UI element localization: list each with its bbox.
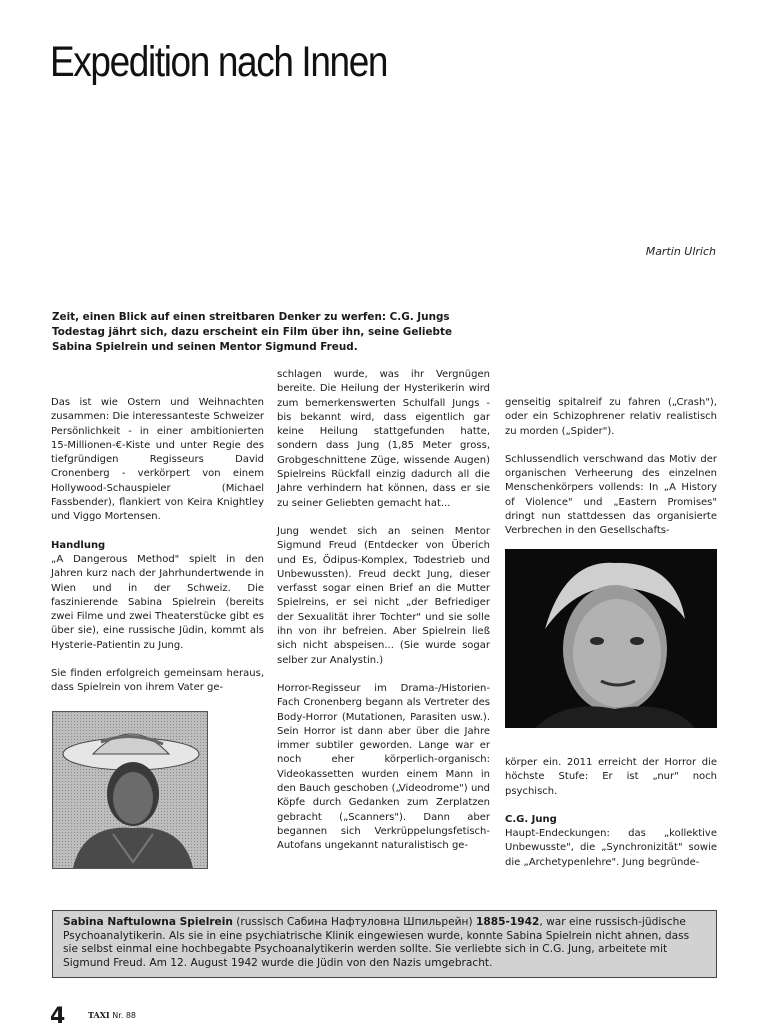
issue-number: Nr. 88	[112, 1011, 137, 1020]
portrait-illustration	[505, 549, 717, 728]
magazine-footer	[88, 1010, 136, 1020]
infobox-name: Sabina Naftulowna Spielrein	[63, 916, 233, 928]
david-cronenberg-photo	[505, 549, 717, 728]
magazine-name: TAXI	[88, 1010, 110, 1020]
column-1	[51, 396, 264, 710]
column-2	[277, 368, 490, 868]
sabina-spielrein-infobox	[52, 910, 717, 978]
paragraph: körper ein. 2011 erreicht der Horror die höchste Stufe: Er ist „nur" noch psychisch.	[505, 757, 717, 797]
paragraph: genseitig spitalreif zu fahren („Crash"), oder ein Schizophrener relativ realistisch zu morden („Spider").	[505, 397, 717, 437]
paragraph: „A Dangerous Method" spielt in den Jahren kurz nach der Jahrhundertwende in Wien und in der Schweiz. Die faszinierende Sabina Spielrein (bereits zwei Filme und zwei Theaterstücke gibt es über sie), eine russische Jüdin, kommt als Hysterie-Patientin zu Jung.	[51, 553, 264, 651]
article-title: Expedition nach Innen	[50, 38, 388, 86]
portrait-illustration	[53, 712, 207, 868]
sabina-spielrein-photo	[52, 711, 208, 869]
paragraph: schlagen wurde, was ihr Vergnügen bereite. Die Heilung der Hysterikerin wird zum bemerkenswerten Schulfall Jungs - bis bekannt wird, dass eigentlich gar keine Heilung stattgefunden hatte, sondern dass Jung (1,85 Meter gross, Grobgeschnittene Züge, wissende Augen) Spielreins Rückfall einzig dadurch all die Jahre verhindern hat können, dass er sie zu seiner Geliebten gemacht hat...	[277, 369, 490, 509]
infobox-text	[63, 916, 706, 970]
paragraph: Jung wendet sich an seinen Mentor Sigmund Freud (Entdecker von Überich und Es, Ödipus-Komplex, Todestrieb und Unbewussten). Freud deckt Jung, dieser verfasst sogar einen Brief an die Mutter Spielreins, er sei nicht „der Befriediger der Sexualität ihrer Tochter" und sie solle ihn von ihr befreien. Aber Spielrein ließ sich nicht abspeisen... (Sie wurde sogar selber zur Analystin.)	[277, 525, 490, 666]
column-3-top	[505, 396, 717, 553]
paragraph: Sie finden erfolgreich gemeinsam heraus, dass Spielrein von ihrem Vater ge-	[51, 668, 264, 694]
paragraph: Schlussendlich verschwand das Motiv der organischen Verheerung des einzelnen Menschenkörpers vollends: In „A History of Violence" und „Eastern Promises" dringt nun stattdessen das organisierte Verbrechen in den Gesellschafts-	[505, 453, 717, 537]
subheading-handlung: Handlung	[51, 539, 106, 551]
paragraph: Horror-Regisseur im Drama-/Historien-Fach Cronenberg begann als Vertreter des Body-Horror (Mutationen, Parasiten usw.). Sein Horror ist dann aber über die Jahre immer subtiler geworden. Lange war er noch eher körperlich-organisch: Videokassetten wurden einem Mann in den Bauch geschoben („Videodrome") und Köpfe durch Gedanken zum Zerplatzen gebracht („Scanners"). Dann aber begannen sich Verkrüppelungsfetisch-Autofans ungekannt naturalistisch ge-	[277, 682, 490, 852]
author-byline: Martin Ulrich	[645, 245, 716, 258]
page-number: 4	[50, 1004, 66, 1029]
infobox-years: 1885-1942	[475, 916, 540, 928]
paragraph: Haupt-Endeckungen: das „kollektive Unbewusste", die „Synchronizität" sowie die „Archetypenlehre". Jung begründe-	[505, 828, 717, 868]
infobox-body: , war eine russisch-jüdische Psychoanalytikerin. Als sie in eine psychiatrische Klinik eingewiesen wurde, konnte Sabina Spielrein nicht ahnen, dass sie selbst einmal eine hochbegabte Psychoanalytikerin werden sollte. Sie verliebte sich in C.G. Jung, arbeitete mit Sigmund Freud. Am 12. August 1942 wurde die Jüdin von den Nazis umgebracht.	[63, 916, 690, 969]
article-lead: Zeit, einen Blick auf einen streitbaren Denker zu werfen: C.G. Jungs Todestag jährt sich, dazu erscheint ein Film über ihn, seine Geliebte Sabina Spielrein und seinen Mentor Sigmund Freud.	[52, 311, 452, 353]
column-3-bottom	[505, 756, 717, 884]
paragraph: Das ist wie Ostern und Weihnachten zusammen: Die interessanteste Schweizer Persönlichkeit - in einer ambitionierten 15-Millionen-€-Kiste und unter Regie des tiefgründigen Regisseurs David Cronenberg - verkörpert von einem Hollywood-Schauspieler (Michael Fassbender), flankiert von Keira Knightley und Viggo Mortensen.	[51, 397, 264, 523]
infobox-russian-name: (russisch Сабина Нафтуловна Шпильрейн)	[236, 916, 473, 928]
subheading-cg-jung: C.G. Jung	[505, 813, 557, 825]
